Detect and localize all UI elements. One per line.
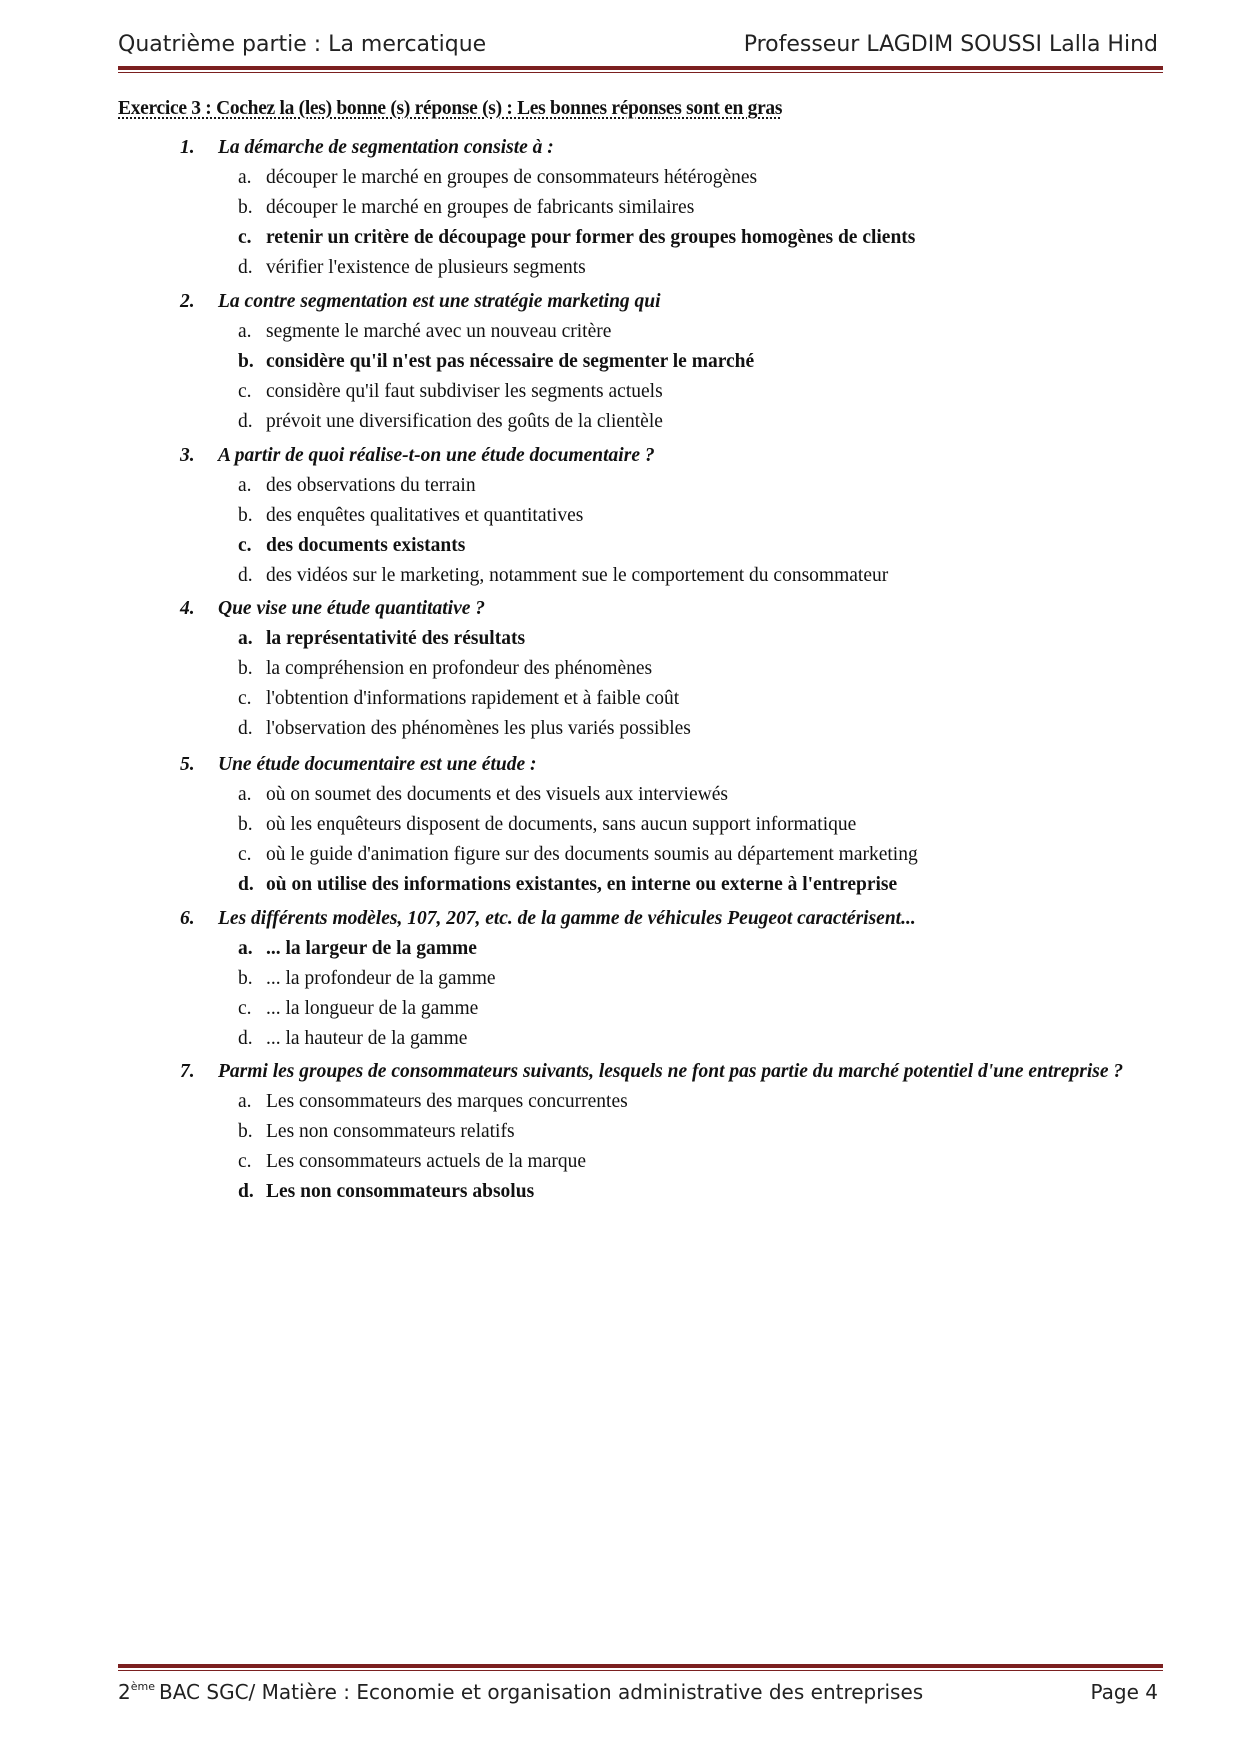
header-rule	[118, 66, 1163, 70]
footer-rule-thin	[118, 1670, 1163, 1671]
option-letter: c.	[238, 535, 252, 556]
answer-option	[180, 1177, 1140, 1207]
answer-option	[180, 1117, 1140, 1147]
option-text: l'observation des phénomènes les plus variés possibles	[266, 718, 691, 739]
answer-option	[180, 840, 1140, 870]
answer-option	[180, 561, 1140, 591]
option-letter: d.	[238, 1181, 254, 1202]
option-letter: b.	[238, 197, 253, 218]
answer-option	[180, 714, 1140, 744]
question-label: Les différents modèles, 107, 207, etc. de la gamme de véhicules Peugeot caractérisent...	[218, 908, 916, 929]
question-1	[180, 132, 1140, 283]
answer-option	[180, 654, 1140, 684]
question-text	[180, 903, 1140, 934]
option-letter: c.	[238, 844, 252, 865]
page-footer	[118, 1678, 1158, 1708]
question-label: Que vise une étude quantitative ?	[218, 598, 486, 619]
question-label: La démarche de segmentation consiste à :	[218, 137, 554, 158]
option-text: découper le marché en groupes de fabricants similaires	[266, 197, 695, 218]
answer-option	[180, 253, 1140, 283]
question-number: 2.	[180, 291, 195, 312]
question-text	[180, 593, 1140, 624]
option-text: Les consommateurs actuels de la marque	[266, 1151, 587, 1172]
option-text: des observations du terrain	[266, 475, 476, 496]
option-text: considère qu'il faut subdiviser les segments actuels	[266, 381, 663, 402]
answer-option	[180, 377, 1140, 407]
option-letter: a.	[238, 628, 253, 649]
option-letter: d.	[238, 1028, 253, 1049]
question-number: 7.	[180, 1061, 195, 1082]
option-text: où le guide d'animation figure sur des documents soumis au département marketing	[266, 844, 918, 865]
option-text: des documents existants	[266, 535, 466, 556]
answer-option	[180, 964, 1140, 994]
footer-grade: 2	[118, 1680, 131, 1704]
option-text: retenir un critère de découpage pour former des groupes homogènes de clients	[266, 227, 916, 248]
option-text: ... la largeur de la gamme	[266, 938, 477, 959]
option-text: Les non consommateurs relatifs	[266, 1121, 515, 1142]
header-rule-thin	[118, 72, 1163, 73]
footer-rule	[118, 1664, 1163, 1668]
option-letter: a.	[238, 167, 252, 188]
question-text	[180, 749, 1140, 780]
question-label: Parmi les groupes de consommateurs suivants, lesquels ne font pas partie du marché potentiel d'une entreprise ?	[218, 1061, 1124, 1082]
option-letter: d.	[238, 874, 254, 895]
option-text: des enquêtes qualitatives et quantitatives	[266, 505, 584, 526]
answer-option	[180, 501, 1140, 531]
header-author: Professeur LAGDIM SOUSSI Lalla Hind	[743, 32, 1158, 57]
option-text: où on utilise des informations existantes, en interne ou externe à l'entreprise	[266, 874, 898, 895]
question-label: A partir de quoi réalise-t-on une étude documentaire ?	[218, 445, 655, 466]
question-number: 3.	[180, 445, 195, 466]
question-text	[180, 440, 1140, 471]
answer-option	[180, 780, 1140, 810]
footer-course	[118, 1680, 923, 1704]
question-label: La contre segmentation est une stratégie marketing qui	[218, 291, 661, 312]
option-text: considère qu'il n'est pas nécessaire de segmenter le marché	[266, 351, 755, 372]
answer-option	[180, 163, 1140, 193]
option-text: prévoit une diversification des goûts de la clientèle	[266, 411, 663, 432]
answer-option	[180, 223, 1140, 253]
option-text: la représentativité des résultats	[266, 628, 526, 649]
option-letter: a.	[238, 475, 252, 496]
question-text	[180, 286, 1140, 317]
answer-option	[180, 870, 1140, 900]
option-letter: b.	[238, 658, 253, 679]
option-text: ... la hauteur de la gamme	[266, 1028, 468, 1049]
option-letter: b.	[238, 814, 253, 835]
footer-grade-sup: ème	[130, 1680, 155, 1693]
question-3	[180, 440, 1140, 591]
answer-option	[180, 684, 1140, 714]
option-letter: a.	[238, 938, 253, 959]
question-5	[180, 749, 1140, 900]
option-text: l'obtention d'informations rapidement et à faible coût	[266, 688, 680, 709]
option-text: la compréhension en profondeur des phénomènes	[266, 658, 653, 679]
option-text: des vidéos sur le marketing, notamment sue le comportement du consommateur	[266, 565, 889, 586]
question-number: 4.	[180, 598, 195, 619]
answer-option	[180, 347, 1140, 377]
exercise-title: Exercice 3 : Cochez la (les) bonne (s) réponse (s) : Les bonnes réponses sont en gras	[118, 98, 783, 119]
option-text: ... la profondeur de la gamme	[266, 968, 496, 989]
option-letter: c.	[238, 688, 252, 709]
answer-option	[180, 810, 1140, 840]
option-text: Les consommateurs des marques concurrentes	[266, 1091, 628, 1112]
option-letter: b.	[238, 505, 253, 526]
answer-option	[180, 994, 1140, 1024]
question-number: 5.	[180, 754, 195, 775]
answer-option	[180, 317, 1140, 347]
answer-option	[180, 1024, 1140, 1054]
answer-option	[180, 934, 1140, 964]
option-text: où les enquêteurs disposent de documents, sans aucun support informatique	[266, 814, 857, 835]
question-label: Une étude documentaire est une étude :	[218, 754, 537, 775]
footer-text: BAC SGC/ Matière : Economie et organisation administrative des entreprises	[159, 1680, 924, 1704]
option-text: vérifier l'existence de plusieurs segments	[266, 257, 586, 278]
option-text: Les non consommateurs absolus	[266, 1181, 535, 1202]
option-letter: d.	[238, 411, 253, 432]
option-text: découper le marché en groupes de consommateurs hétérogènes	[266, 167, 758, 188]
option-letter: d.	[238, 718, 253, 739]
question-number: 6.	[180, 908, 195, 929]
option-letter: d.	[238, 257, 253, 278]
question-text	[180, 1056, 1140, 1087]
question-2	[180, 286, 1140, 437]
option-letter: a.	[238, 1091, 252, 1112]
question-4	[180, 593, 1140, 744]
question-text	[180, 132, 1140, 163]
answer-option	[180, 531, 1140, 561]
option-letter: d.	[238, 565, 253, 586]
option-text: où on soumet des documents et des visuels aux interviewés	[266, 784, 728, 805]
answer-option	[180, 1147, 1140, 1177]
header-section-title: Quatrième partie : La mercatique	[118, 32, 487, 57]
option-text: ... la longueur de la gamme	[266, 998, 479, 1019]
answer-option	[180, 193, 1140, 223]
option-letter: a.	[238, 784, 252, 805]
answer-option	[180, 407, 1140, 437]
question-7	[180, 1056, 1140, 1207]
page-header	[118, 30, 1158, 62]
option-letter: b.	[238, 351, 254, 372]
option-letter: c.	[238, 1151, 252, 1172]
option-letter: c.	[238, 227, 252, 248]
option-letter: c.	[238, 998, 252, 1019]
question-6	[180, 903, 1140, 1054]
answer-option	[180, 624, 1140, 654]
answer-option	[180, 471, 1140, 501]
option-letter: b.	[238, 1121, 253, 1142]
option-text: segmente le marché avec un nouveau critère	[266, 321, 612, 342]
option-letter: b.	[238, 968, 253, 989]
option-letter: c.	[238, 381, 252, 402]
page-number: Page 4	[1090, 1680, 1158, 1704]
option-letter: a.	[238, 321, 252, 342]
question-number: 1.	[180, 137, 195, 158]
answer-option	[180, 1087, 1140, 1117]
